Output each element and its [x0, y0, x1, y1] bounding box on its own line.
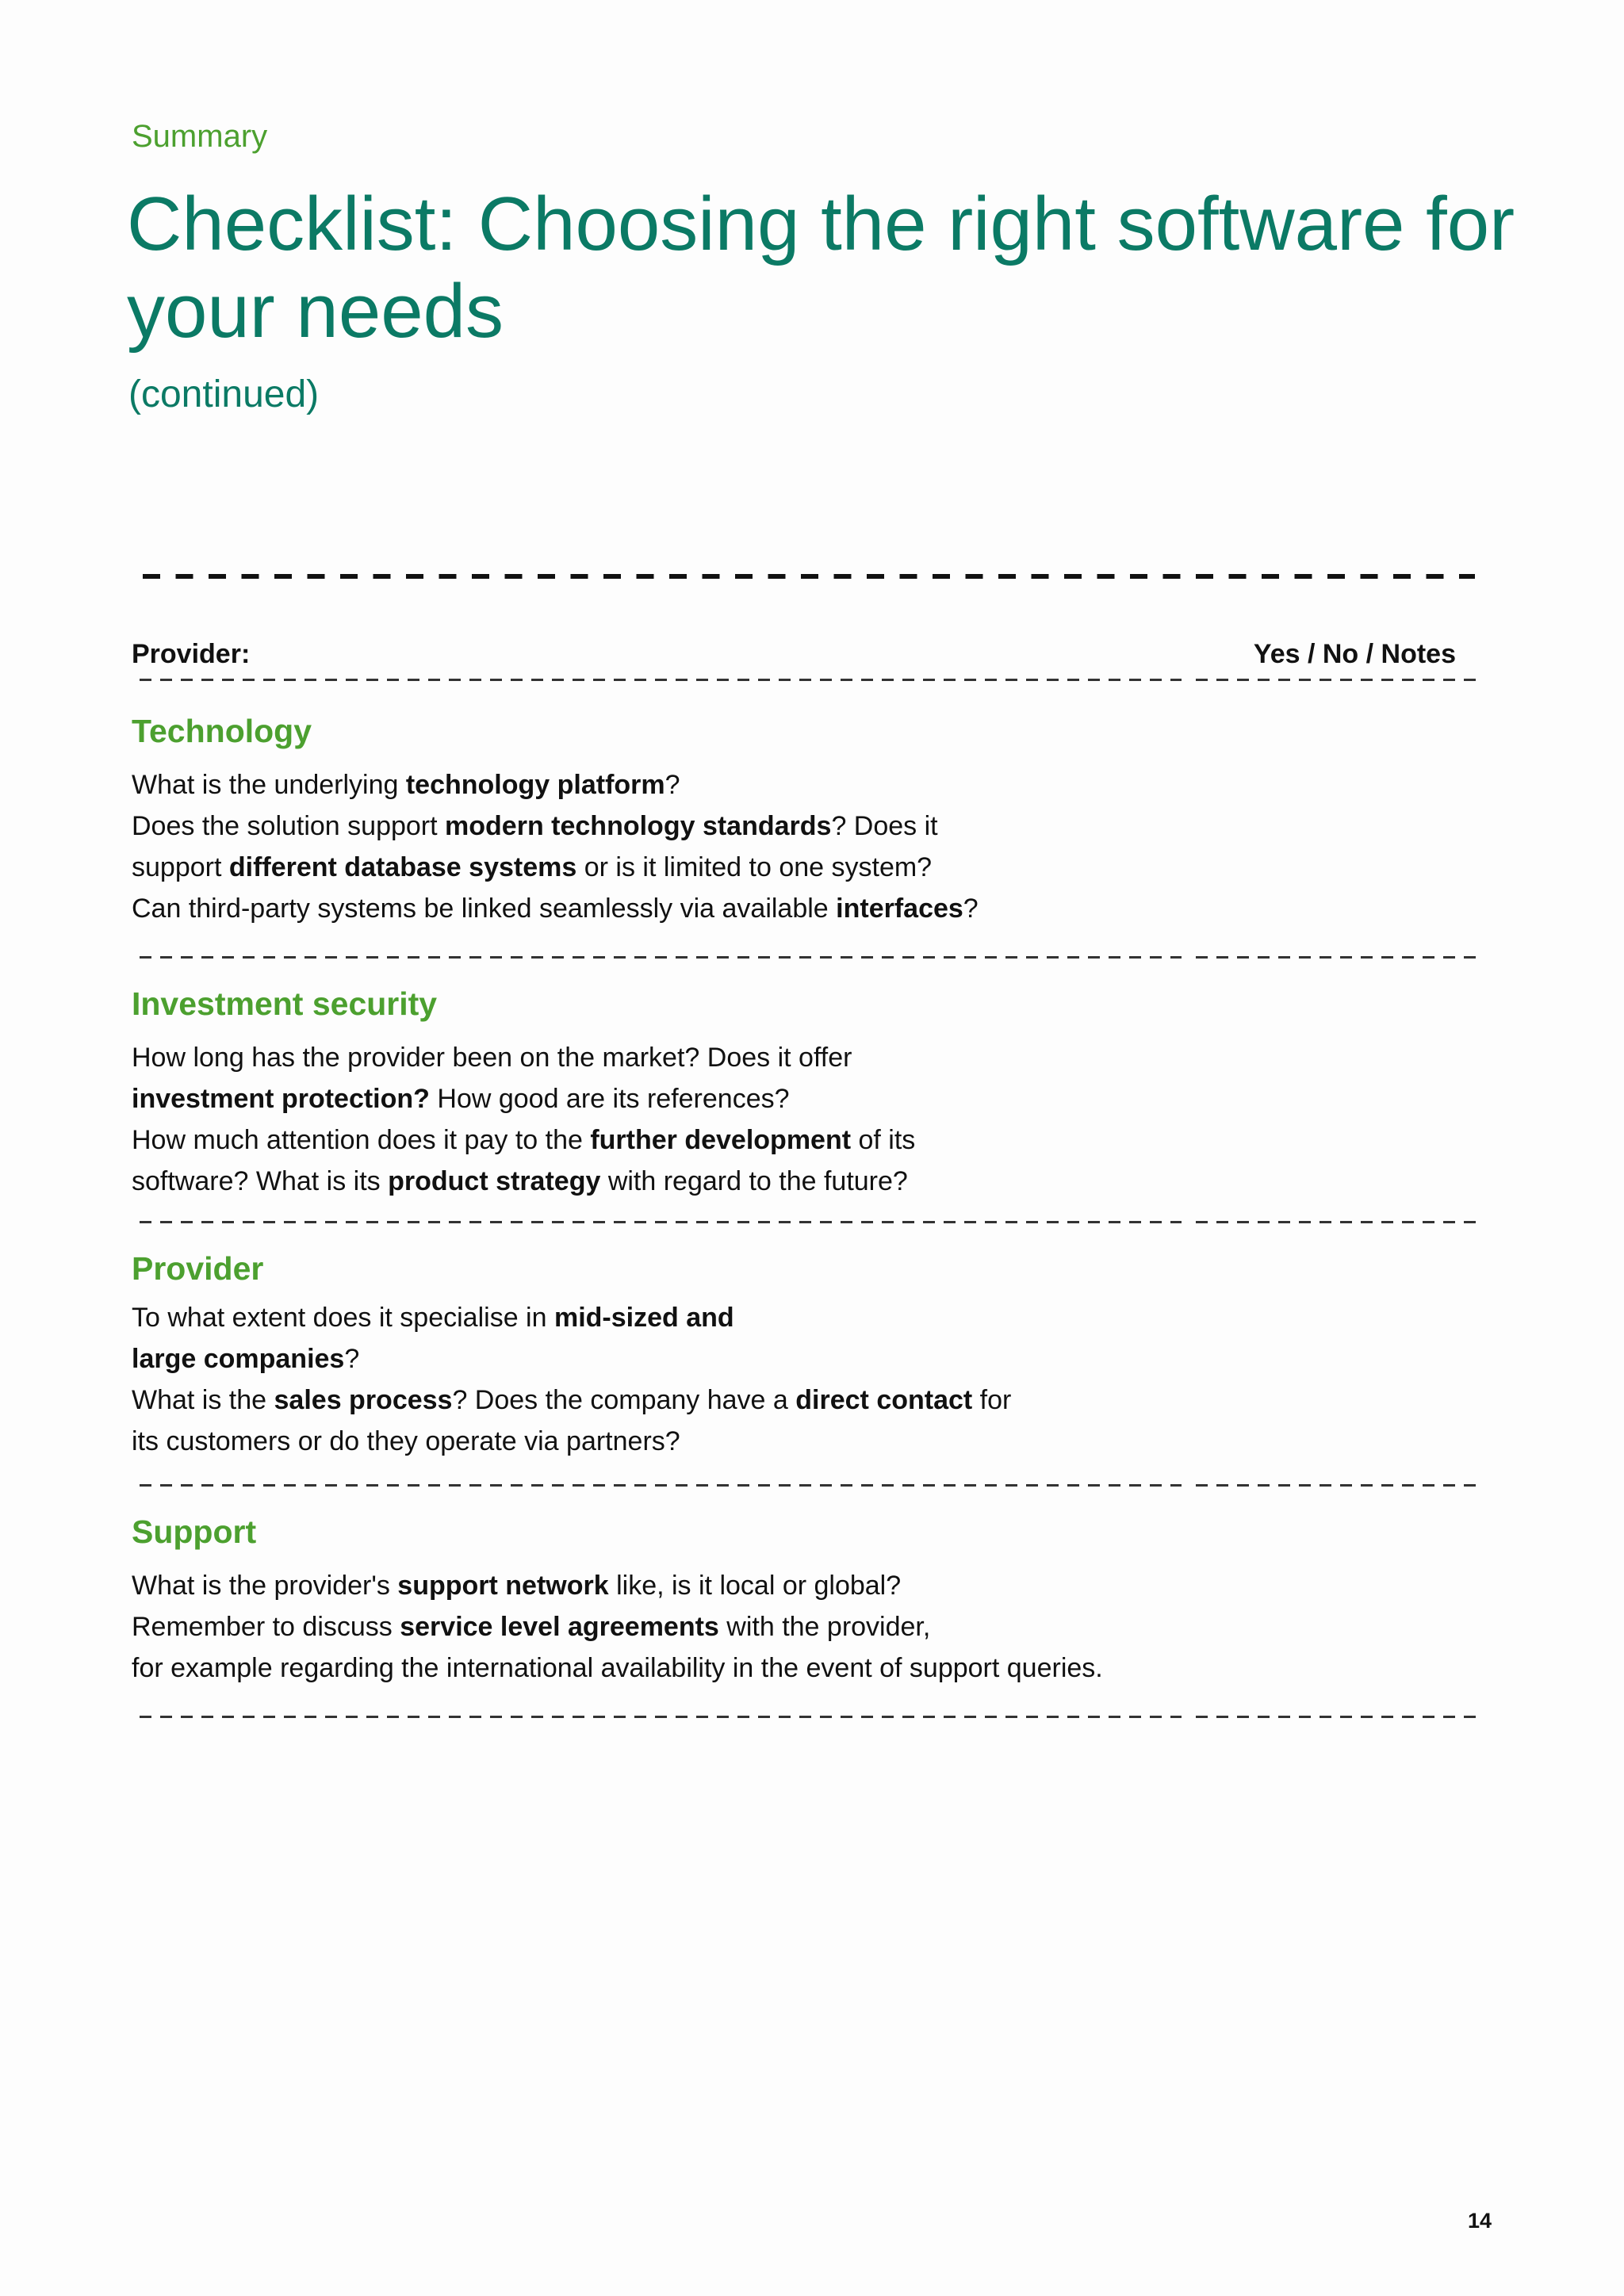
page-title: Checklist: Choosing the right software for your needs — [127, 182, 1515, 354]
body-text: How long has the provider been on the market? Does it offer — [132, 1043, 852, 1073]
section-body — [132, 1037, 1178, 1202]
divider-left — [140, 1716, 1182, 1718]
section-heading: Technology — [132, 713, 312, 749]
divider-left — [140, 1221, 1182, 1223]
body-line — [132, 1606, 1178, 1647]
body-text: What is the — [132, 1385, 274, 1415]
page-number: 14 — [1468, 2209, 1492, 2233]
bold-text: sales process — [274, 1385, 453, 1415]
body-text: of its — [851, 1125, 916, 1155]
section-body — [132, 1302, 1178, 1462]
body-line — [132, 1161, 1178, 1202]
body-text: ? — [344, 1344, 360, 1374]
body-line — [132, 888, 1178, 929]
section-heading: Investment security — [132, 985, 438, 1022]
body-line — [132, 847, 1178, 888]
body-text: or is it limited to one system? — [576, 852, 933, 882]
bold-text: investment protection? — [132, 1084, 430, 1114]
body-line — [132, 1380, 1178, 1421]
divider-right — [1196, 956, 1483, 959]
section-heading: Support — [132, 1513, 257, 1550]
bold-text: support network — [397, 1571, 609, 1601]
body-text: software? What is its — [132, 1166, 389, 1196]
bold-text: service level agreements — [400, 1612, 719, 1642]
body-text: How much attention does it pay to the — [132, 1125, 591, 1155]
bold-text: different database systems — [228, 852, 577, 882]
bold-text: product strategy — [388, 1166, 601, 1196]
body-text: its customers or do they operate via partners? — [132, 1426, 680, 1456]
divider-right — [1196, 1484, 1483, 1487]
provider-label: Provider: — [132, 639, 251, 669]
bold-text: modern technology standards — [445, 811, 832, 841]
divider-right — [1196, 679, 1483, 681]
body-text: like, is it local or global? — [608, 1571, 902, 1601]
divider-left — [140, 956, 1182, 959]
body-text: How good are its references? — [429, 1084, 790, 1114]
divider-left — [140, 679, 1182, 681]
section-investment-security — [132, 982, 1178, 1202]
section-body — [132, 1565, 1178, 1689]
bold-text: mid-sized and — [553, 1303, 734, 1333]
body-text: for example regarding the international availability in the event of support queries. — [132, 1653, 1103, 1683]
top-divider — [143, 574, 1475, 579]
body-line — [132, 764, 1178, 806]
body-line — [132, 1037, 1178, 1078]
divider-right — [1196, 1716, 1483, 1718]
body-line — [132, 806, 1178, 847]
body-text: with regard to the future? — [600, 1166, 908, 1196]
divider-right — [1196, 1221, 1483, 1223]
section-heading: Provider — [132, 1250, 264, 1287]
body-line — [132, 1119, 1178, 1161]
bold-text: interfaces — [836, 894, 963, 924]
body-text: with the provider, — [718, 1612, 931, 1642]
section-support — [132, 1510, 1178, 1689]
body-text: What is the provider's — [132, 1571, 398, 1601]
body-line — [132, 1338, 1178, 1380]
bold-text: large companies — [132, 1344, 345, 1374]
bold-text: direct contact — [795, 1385, 973, 1415]
section-provider — [132, 1246, 1178, 1462]
section-technology — [132, 709, 1178, 929]
bold-text: further development — [590, 1125, 852, 1155]
body-line — [132, 1302, 1178, 1334]
body-text: ? — [665, 770, 680, 800]
body-text: ? Does the company have a — [452, 1385, 796, 1415]
yes-no-notes-label: Yes / No / Notes — [1253, 639, 1456, 669]
body-text: Can third-party systems be linked seamlessly via available — [132, 894, 837, 924]
continued-label: (continued) — [128, 373, 320, 415]
body-text: Remember to discuss — [132, 1612, 400, 1642]
body-text: Does the solution support — [132, 811, 446, 841]
body-line — [132, 1421, 1178, 1462]
section-kicker: Summary — [132, 119, 268, 154]
body-text: for — [972, 1385, 1012, 1415]
body-line — [132, 1647, 1178, 1689]
body-text: What is the underlying — [132, 770, 406, 800]
body-line — [132, 1078, 1178, 1119]
body-line — [132, 1565, 1178, 1606]
body-text: To what extent does it specialise in — [132, 1303, 554, 1333]
section-body — [132, 764, 1178, 929]
body-text: ? Does it — [831, 811, 938, 841]
body-text: support — [132, 852, 229, 882]
divider-left — [140, 1484, 1182, 1487]
body-text: ? — [963, 894, 979, 924]
bold-text: technology platform — [405, 770, 665, 800]
